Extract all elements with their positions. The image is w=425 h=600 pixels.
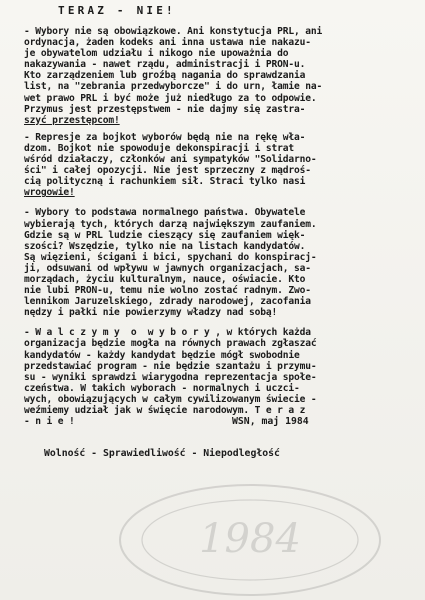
- text-line-underlined: wrogowie!: [24, 187, 75, 199]
- document-motto: Wolność - Sprawiedliwość - Niepodległość: [44, 448, 280, 459]
- text-line: dzom. Bojkot nie spowoduje dekonspiracji i strat: [24, 142, 295, 154]
- text-line: wybierają tych, których darzą największym zaufaniem.: [24, 218, 317, 230]
- text-line: ji, odsuwani od wpływu w jawnych organizacjach, sa-: [24, 262, 311, 274]
- text-line: - Represje za bojkot wyborów będą nie na rękę wła-: [24, 131, 306, 143]
- svg-text:1984: 1984: [199, 516, 301, 562]
- text-line: weźmiemy udział jak w święcie narodowym. T e r a z: [24, 405, 306, 416]
- text-line: szości? Wszędzie, tylko nie na listach kandydatów.: [24, 240, 306, 252]
- text-line: morządach, życiu kulturalnym, nauce, oświacie. Kto: [24, 273, 306, 285]
- text-line: ordynacja, żaden kodeks ani inna ustawa nie nakazu-: [24, 37, 311, 49]
- text-line: - Wybory nie są obowiązkowe. Ani konstytucja PRL, ani: [24, 26, 323, 37]
- text-line: wych, obowiązujących w całym cywilizowanym świecie -: [24, 393, 317, 405]
- text-line: - W a l c z y m y o w y b o r y , w których każda: [24, 327, 311, 339]
- text-line: je obywatelom udziału i nikogo nie upoważnia do: [24, 48, 289, 60]
- text-line: wśród działaczy, członków ani sympatyków "Solidarno-: [24, 154, 317, 166]
- text-line: list, na "zebrania przedwyborcze" i do urn, łamie na-: [24, 81, 323, 93]
- text-line-underlined: szyć przestępcom!: [24, 114, 120, 126]
- text-line: czeństwa. W takich wyborach - normalnych i uczci-: [24, 382, 300, 394]
- text-line: przedstawiać program - nie będzie szantażu i przymu-: [24, 360, 317, 372]
- text-line: wet prawo PRL i być może już niedługo za to odpowie.: [24, 92, 317, 104]
- text-line: - n i e !: [24, 416, 75, 428]
- text-line: lennikom Jaruzelskiego, zdrady narodowej, zacofania: [24, 296, 311, 308]
- text-line: nakazywania - nawet rządu, administracji i PRON-u.: [24, 59, 306, 71]
- text-line: nędzy i pałki nie powierzymy władzy nad sobą!: [24, 307, 278, 319]
- document-heading: TERAZ - NIE!: [58, 4, 176, 17]
- text-line: Gdzie są w PRL ludzie cieszący się zaufaniem więk-: [24, 229, 306, 241]
- text-line: Kto zarządzeniem lub groźbą nagania do sprawdzania: [24, 70, 306, 82]
- text-line: ści" i całej opozycji. Nie jest sprzeczny z mądroś-: [24, 165, 311, 177]
- document-body: [24, 26, 396, 427]
- text-line: Przymus jest przestępstwem - nie dajmy się zastra-: [24, 103, 306, 115]
- text-line: organizacja będzie mogła na równych prawach zgłaszać: [24, 338, 317, 350]
- text-line: su - wyniki sprawdzi wiarygodna reprezentacja społe-: [24, 371, 317, 383]
- text-line: nie lubi PRON-u, temu nie wolno zostać radnym. Zwo-: [24, 285, 311, 297]
- text-line: cią polityczną i rachunkiem sił. Straci tylko nasi: [24, 176, 306, 188]
- text-line: kandydatów - każdy kandydat będzie mógł swobodnie: [24, 349, 300, 361]
- text-line: - Wybory to podstawa normalnego państwa. Obywatele: [24, 207, 306, 219]
- text-line: Są więzieni, ścigani i bici, spychani do konspiracj-: [24, 251, 317, 263]
- faded-stamp-image: [100, 470, 400, 600]
- document-signature: WSN, maj 1984: [232, 416, 309, 427]
